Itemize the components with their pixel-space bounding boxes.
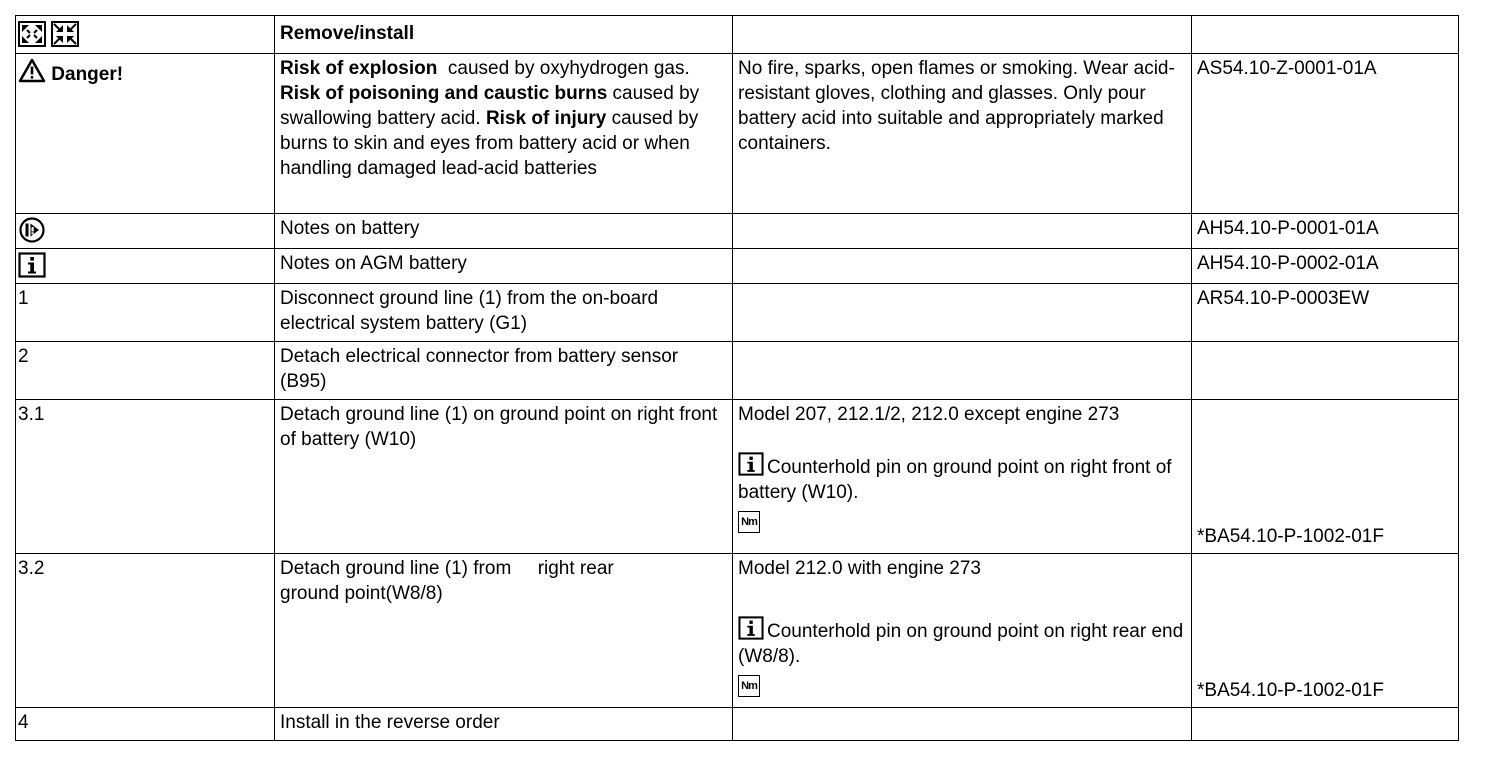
danger-label: Danger! xyxy=(51,64,124,85)
torque-nm-icon[interactable]: Nm xyxy=(738,511,760,533)
row-text-b: right rear xyxy=(537,558,614,579)
row-empty xyxy=(1192,708,1459,741)
header-empty-4 xyxy=(1192,16,1459,54)
row-empty xyxy=(733,708,1192,741)
row-text: Notes on battery xyxy=(275,214,733,249)
row-ref-link[interactable]: AR54.10-P-0003EW xyxy=(1192,284,1459,342)
row-text: Notes on AGM battery xyxy=(275,249,733,284)
row-empty xyxy=(733,214,1192,249)
step-number: 1 xyxy=(16,284,275,342)
table-row xyxy=(16,284,1459,342)
danger-measures: No fire, sparks, open flames or smoking. Wear acid-resistant gloves, clothing and glasses. Only pour battery acid into suitable and appropriately marked containers. xyxy=(733,54,1192,214)
row-text: Install in the reverse order xyxy=(275,708,733,741)
procedure-table xyxy=(15,15,1459,741)
warning-triangle-icon xyxy=(18,58,46,83)
table-row xyxy=(16,249,1459,284)
row-ref-cell xyxy=(1192,554,1459,708)
table-row xyxy=(16,400,1459,554)
risk-explosion-text: caused by oxyhydrogen gas. xyxy=(447,58,690,79)
info-icon xyxy=(738,452,764,476)
row-text: Detach ground line (1) on ground point on right front of battery (W10) xyxy=(275,400,733,554)
row-ref-link[interactable]: AH54.10-P-0001-01A xyxy=(1192,214,1459,249)
header-row xyxy=(16,16,1459,54)
header-title: Remove/install xyxy=(275,16,733,54)
row-text-cell xyxy=(275,554,733,708)
step-cell xyxy=(16,249,275,284)
row-empty xyxy=(733,249,1192,284)
danger-risks-cell xyxy=(275,54,733,214)
risk-poisoning-text: caused by swallowing battery acid. xyxy=(280,83,700,129)
note-icon xyxy=(18,217,46,243)
risk-poisoning-bold: Risk of poisoning and caustic burns xyxy=(280,83,608,104)
risk-injury-bold: Risk of injury xyxy=(485,108,607,129)
risk-injury-text: caused by burns to skin and eyes from battery acid or when handling damaged lead-acid batteries xyxy=(280,108,699,179)
row-ref-link[interactable]: AH54.10-P-0002-01A xyxy=(1192,249,1459,284)
model-condition: Model 207, 212.1/2, 212.0 except engine 273 xyxy=(738,404,1120,425)
step-number: 2 xyxy=(16,342,275,400)
step-number: 3.2 xyxy=(16,554,275,708)
row-text: Disconnect ground line (1) from the on-board electrical system battery (G1) xyxy=(275,284,733,342)
note-text: Counterhold pin on ground point on right rear end (W8/8). xyxy=(738,621,1184,667)
row-details-cell xyxy=(733,554,1192,708)
step-number: 3.1 xyxy=(16,400,275,554)
row-ref-cell xyxy=(1192,400,1459,554)
row-empty xyxy=(733,342,1192,400)
row-note xyxy=(738,616,1186,669)
table-row xyxy=(16,554,1459,708)
expand-icon[interactable] xyxy=(18,21,46,47)
danger-label-cell xyxy=(16,54,275,214)
info-icon xyxy=(738,616,764,640)
table-row xyxy=(16,214,1459,249)
step-cell xyxy=(16,214,275,249)
row-empty xyxy=(1192,342,1459,400)
risk-explosion-bold: Risk of explosion xyxy=(280,58,438,79)
row-ref-link[interactable]: *BA54.10-P-1002-01F xyxy=(1197,680,1384,701)
table-row xyxy=(16,342,1459,400)
row-text: Detach electrical connector from battery sensor (B95) xyxy=(275,342,733,400)
row-note xyxy=(738,452,1186,505)
collapse-icon[interactable] xyxy=(51,21,79,47)
step-number: 4 xyxy=(16,708,275,741)
header-icons-cell xyxy=(16,16,275,54)
torque-nm-icon[interactable]: Nm xyxy=(738,675,760,697)
model-condition: Model 212.0 with engine 273 xyxy=(738,558,981,579)
row-details-cell xyxy=(733,400,1192,554)
info-icon xyxy=(18,252,46,278)
row-empty xyxy=(733,284,1192,342)
row-text-c: ground point(W8/8) xyxy=(280,583,443,604)
header-empty-3 xyxy=(733,16,1192,54)
table-row xyxy=(16,708,1459,741)
note-text: Counterhold pin on ground point on right front of battery (W10). xyxy=(738,457,1172,503)
danger-ref-link[interactable]: AS54.10-Z-0001-01A xyxy=(1192,54,1459,214)
danger-row xyxy=(16,54,1459,214)
row-text-a: Detach ground line (1) from xyxy=(280,558,512,579)
row-ref-link[interactable]: *BA54.10-P-1002-01F xyxy=(1197,526,1384,547)
